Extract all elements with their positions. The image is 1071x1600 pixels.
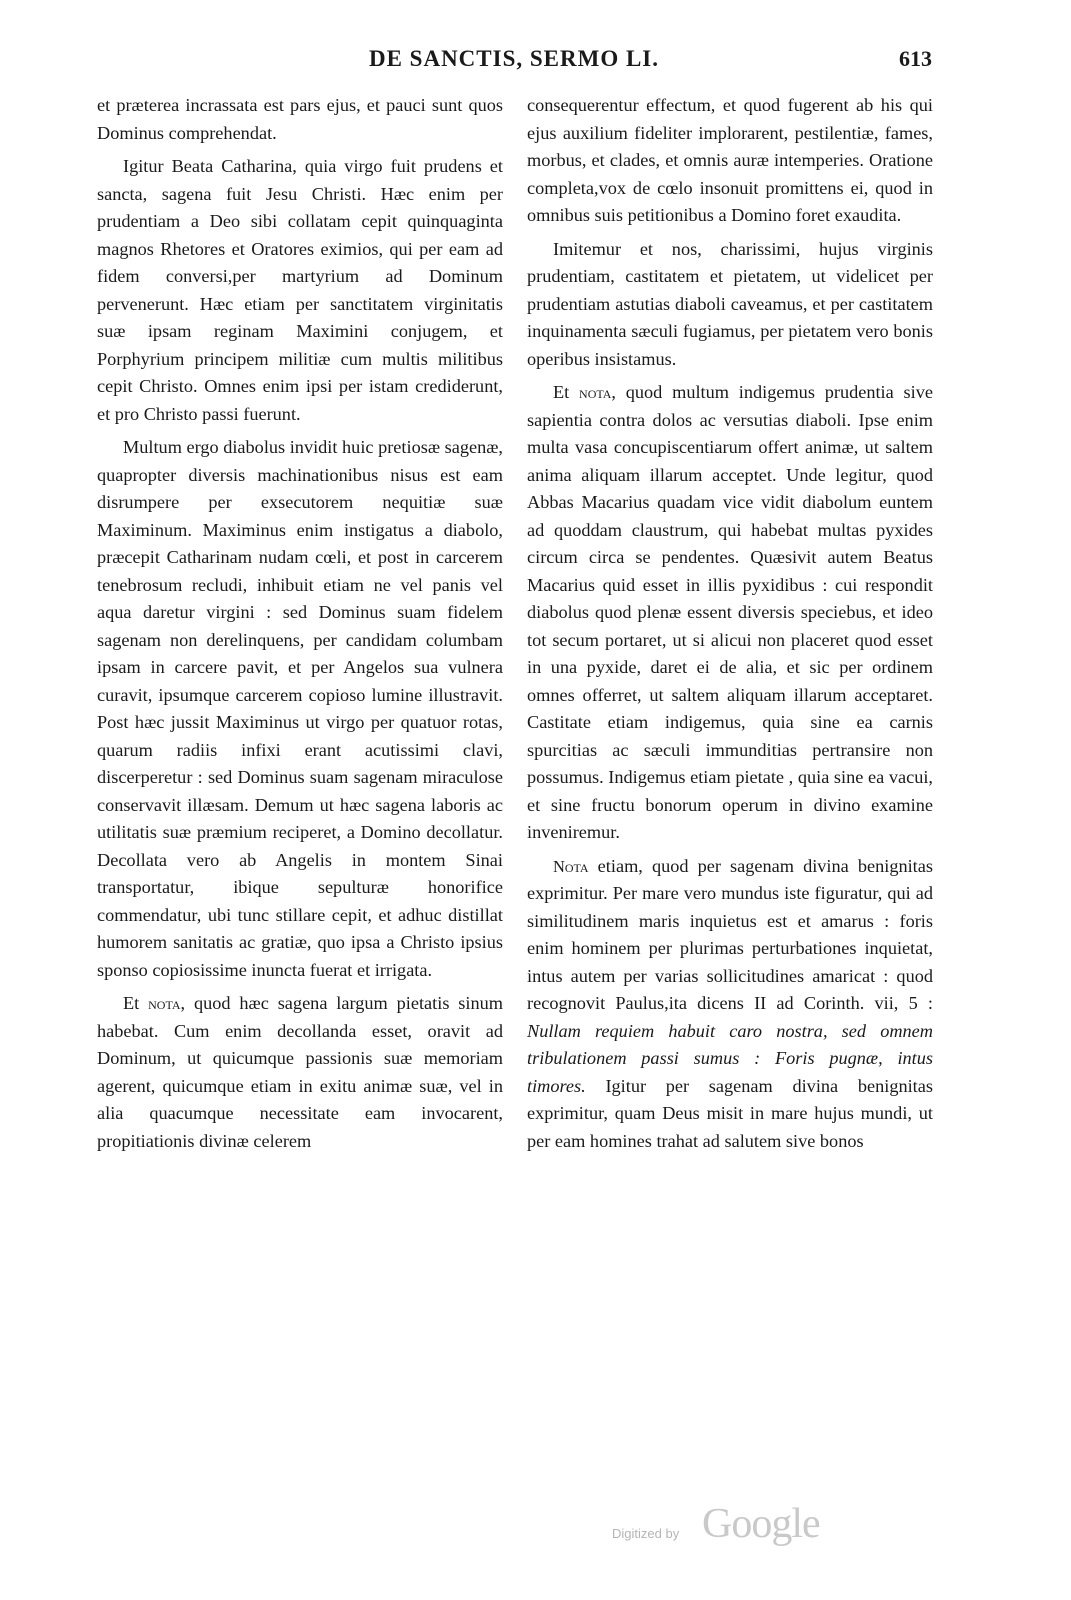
paragraph-text: etiam, quod per sagenam divina benignitas exprimitur. Per mare vero mundus iste figuratur, qui ad similitudinem maris inquietus est et amarus : foris enim hominem per plurimas perturbationes inquietat, intus autem per varias sollicitudines amaricat : quod recognovit Paulus,ita dicens II ad Corinth. vii, 5 : xyxy=(527,855,933,1013)
paragraph: et præterea incrassata est pars ejus, et pauci sunt quos Dominus comprehendat. xyxy=(97,95,503,143)
scripture-quote: Nullam requiem habuit caro nostra, sed omnem tribulationem passi sumus : Foris pugnæ, intus timores. xyxy=(527,1020,933,1096)
google-logo: Google xyxy=(702,1501,820,1547)
right-column xyxy=(527,92,933,1161)
paragraph: Imitemur et nos, charissimi, hujus virginis prudentiam, castitatem et pietatem, ut videlicet per prudentiam astutias diaboli caveamus, et per castitatem inquinamenta sæculi fugiamus, per pietatem vero bonis operibus insistamus. xyxy=(527,238,933,369)
running-head: DE SANCTIS, SERMO LI. xyxy=(368,46,660,71)
nota-label: nota xyxy=(579,383,612,402)
paragraph-text: Igitur per sagenam divina benignitas exprimitur, quam Deus misit in mare hujus mundi, ut per eam homines trahat ad salutem sive bonos xyxy=(527,1075,933,1151)
paragraph: consequerentur effectum, et quod fugerent ab his qui ejus auxilium fideliter implorarent, pestilentiæ, fames, morbus, et clades, et omnis auræ intemperies. Oratione completa,vox de cœlo insonuit promittens ei, quod in omnibus suis petitionibus a Domino foret exaudita. xyxy=(527,95,933,225)
paragraph-text: , quod multum indigemus prudentia sive sapientia contra dolos ac versutias diaboli. Ipse enim multa vasa concupiscentiarum offert animæ, ut saltem anima aliquam illarum acceptet. Unde legitur, quod Abbas Macarius quadam vice vidit diabolum euntem ad quoddam claustrum, qui habebat multas pyxides circum circa se pendentes. Quæsivit autem Beatus Macarius quid esset in illis pyxidibus : cui respondit diabolus quod plenæ essent diversis speciebus, et ideo tot secum portaret, ut si alicui non placeret quod esset in una pyxide, daret ei de alia, et sic per ordinem omnes offerret, ut saltem aliquam illarum acceptaret. Castitate etiam indigemus, quia sine ea carnis spurcitias ac sæculi immunditias pertransire non possumus. Indigemus etiam pietate , quia sine ea vacui, et sine fructu bonorum operum in divino examine inveniremur. xyxy=(527,382,933,842)
paragraph-lead: Et xyxy=(553,382,570,402)
page-number: 613 xyxy=(899,46,932,71)
paragraph xyxy=(527,379,933,847)
nota-label: Nota xyxy=(553,856,589,876)
paragraph-text: , quod hæc sagena largum pietatis sinum habebat. Cum enim decollanda esset, oravit ad Dominum, ut quicumque passionis suæ memoriam agerent, quicumque etiam in exitu animæ suæ, vel in alia quacumque necessitate eam invocarent, propitiationis divinæ celerem xyxy=(97,993,503,1151)
paragraph xyxy=(527,853,933,1156)
paragraph: Igitur Beata Catharina, quia virgo fuit prudens et sancta, sagena fuit Jesu Christi. Hæc enim per prudentiam a Deo sibi collatam cepit quinquaginta magnos Rhetores et Oratores eximios, qui per eam ad fidem conversi,per martyrium ad Dominum pervenerunt. Hæc etiam per sanctitatem virginitatis suæ ipsam reginam Maximini conjugem, et Porphyrium principem militiæ cum multis militibus cepit Christo. Omnes enim ipsi per istam crediderunt, et pro Christo passi fuerunt. xyxy=(97,156,503,424)
paragraph: Multum ergo diabolus invidit huic pretiosæ sagenæ, quapropter diversis machinationibus nisus est eam disrumpere per exsecutorem nequitiæ suæ Maximinum. Maximinus enim instigatus a diabolo, præcepit Catharinam nudam cœli, et post in carcerem tenebrosum recludi, inhibuit etiam ne vel panis vel aqua daretur virgini : sed Dominus suam fidelem sagenam non derelinquens, per candidam columbam ipsam in carcere pavit, et per Angelos sua vulnera curavit, ipsumque carcerem copioso lumine illustravit. Post hæc jussit Maximinus ut virgo per quatuor rotas, quarum radiis infixi erant acutissimi clavi, discerperetur : sed Dominus suam sagenam miraculose conservavit illæsam. Demum ut hæc sagena laboris ac utilitatis suæ præmium reciperet, a Domino decollatur. Decollata vero ab Angelis in montem Sinai transportatur, ibique sepulturæ honorifice commendatur, ubi tunc stillare cepit, et adhuc distillat humorem sanitatis ac gratiæ, quo ipsa a Christo ipsius sponso copiosissime inuncta fuerat et irrigata. xyxy=(97,437,503,980)
digitized-label: Digitized by xyxy=(612,1526,680,1541)
paragraph-lead: Et xyxy=(123,993,140,1013)
nota-label: nota xyxy=(148,994,181,1013)
page-header xyxy=(96,46,932,78)
digitization-watermark xyxy=(612,1500,842,1550)
paragraph xyxy=(97,990,503,1155)
left-column xyxy=(97,92,503,1161)
